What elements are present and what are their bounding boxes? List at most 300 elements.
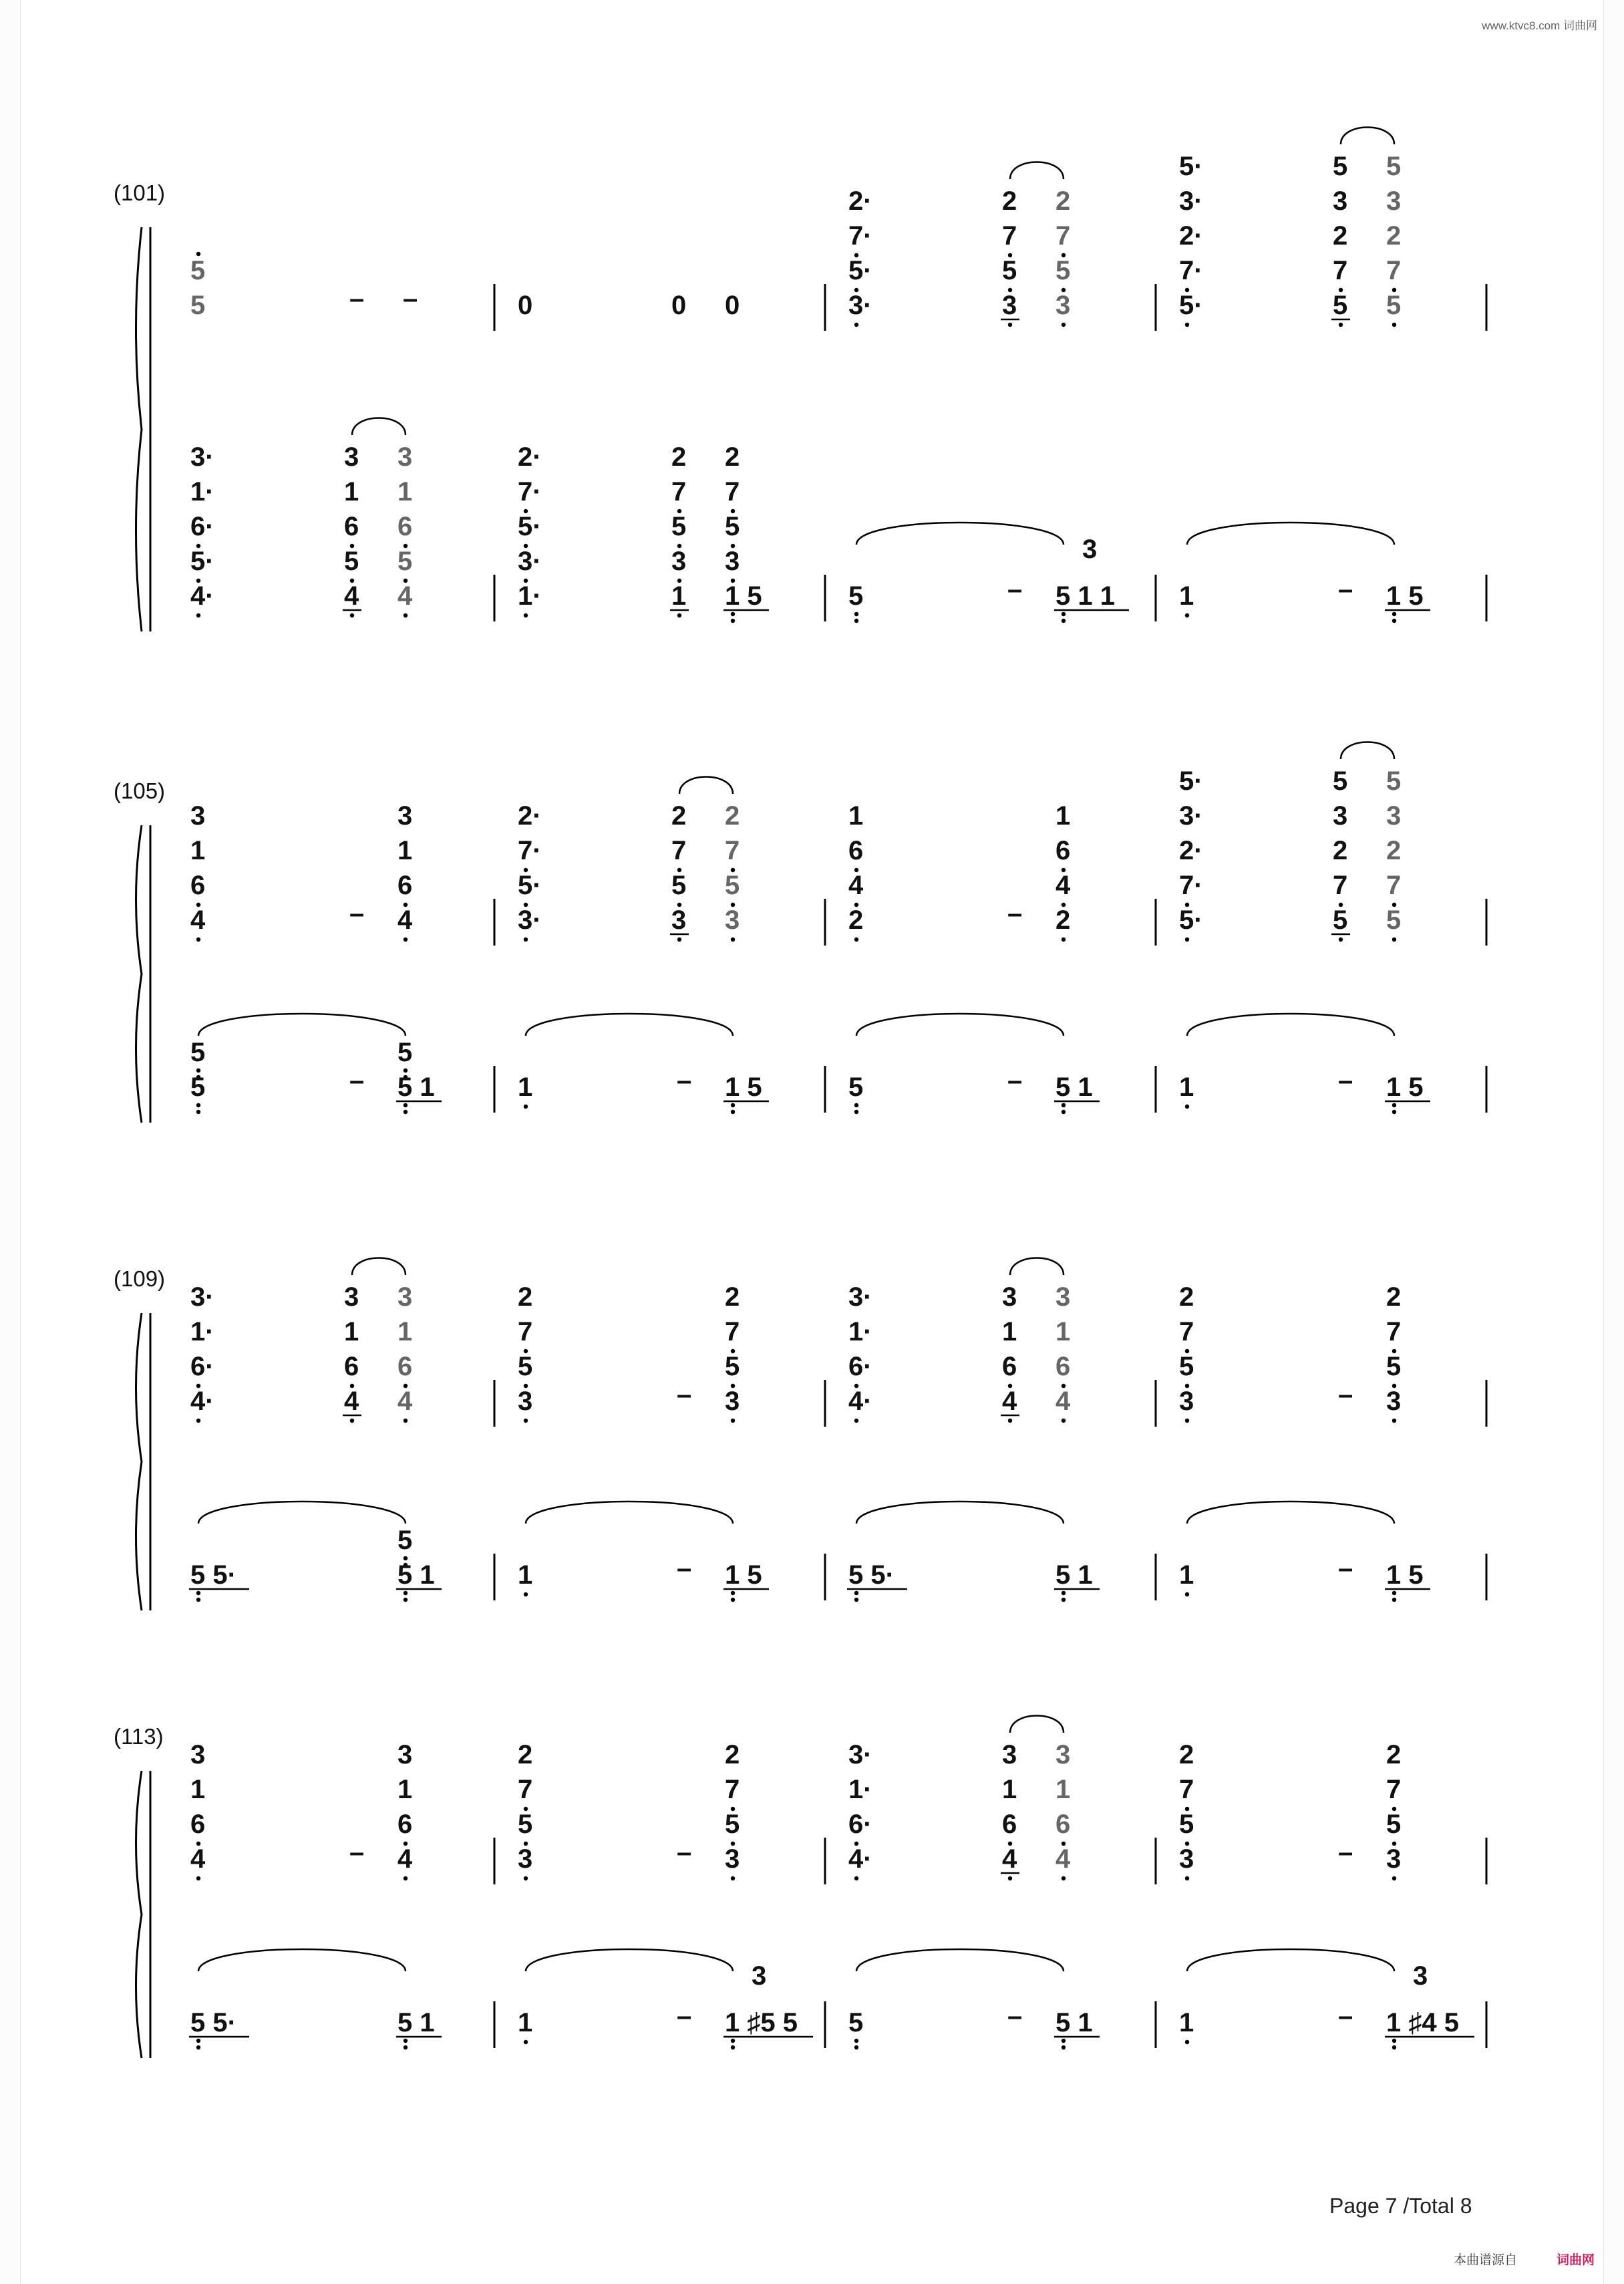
system-3-lower-m1-slur [198, 1502, 405, 1524]
system-3-upper-m2-note: 5 [518, 1352, 533, 1381]
system-2-upper-m3-dash: – [1007, 899, 1023, 928]
system-2-upper-m4-low-dot [1392, 938, 1396, 942]
system-2-upper-m2-tie [679, 777, 733, 795]
system-1-lower-m1-note: 4· [190, 581, 214, 611]
system-4-lower-m1-low-dot [403, 2039, 408, 2043]
system-4-upper-m3-note: 3 [1002, 1740, 1017, 1769]
brand-label: 词曲网 [1556, 2253, 1595, 2267]
system-3-lower-m4-note: 1 [1179, 1560, 1194, 1590]
system-4-upper-m3-low-dot [854, 1876, 858, 1880]
system-4-lower-m2-low-dot [524, 2040, 528, 2044]
system-1-upper-m4-tie [1341, 128, 1394, 145]
system-2-lower-m1-low-dot [196, 1103, 200, 1107]
system-2-upper-m4-note: 2· [1179, 836, 1203, 865]
system-2-upper-m4-note: 5· [1179, 766, 1203, 796]
system-4-lower-m4-note: 1 ♯4 5 [1386, 2008, 1459, 2037]
system-1-lower-m4-low-dot [1185, 613, 1189, 617]
system-1-lower-m1-low-dot [196, 613, 200, 617]
system-2-upper-m3-low-dot [1062, 938, 1066, 942]
system-3-upper-m2-note: 7 [725, 1317, 740, 1346]
system-3-lower-m3-note: 5 1 [1055, 1560, 1093, 1590]
system-2-lower-m3-low-dot [1062, 1103, 1066, 1107]
system-1-brace [136, 227, 142, 631]
system-2-upper-m1-note: 6 [397, 871, 413, 900]
system-3-upper-m4-low-dot [1185, 1419, 1189, 1423]
system-1-lower-m1-note: 1· [190, 477, 214, 507]
system-3-upper-m1-note: 1· [190, 1317, 214, 1346]
system-2-lower-m1-low-dot [403, 1103, 408, 1107]
system-4-measure-number: (113) [114, 1724, 164, 1749]
system-4-upper-m4-note: 3 [1179, 1844, 1194, 1874]
system-3-measure-number: (109) [114, 1266, 166, 1291]
system-2-upper-m4-note: 7 [1386, 871, 1402, 900]
system-2-upper-m1-note: 1 [190, 836, 206, 865]
system-3-upper-m1-low-dot [350, 1419, 354, 1423]
system-3-lower-m3-low-dot [1062, 1591, 1066, 1595]
system-3-lower-m2-slur [526, 1502, 733, 1524]
system-3-lower-m2-low-dot [731, 1591, 735, 1595]
system-3-upper-m3-note: 3 [1055, 1282, 1071, 1312]
system-2-upper-m2-low-dot [731, 938, 735, 942]
system-4-upper-m4-note: 2 [1386, 1740, 1402, 1769]
system-1-lower-m1-note: 3 [397, 442, 413, 472]
system-4-upper-m4-note: 5 [1179, 1810, 1194, 1839]
system-4-lower-m4-slur [1187, 1949, 1394, 1971]
system-1-upper-m3-note: 5 [1055, 256, 1071, 285]
system-2-upper-m1-note: 4 [190, 905, 206, 935]
system-2-upper-m2-note: 7 [725, 836, 740, 865]
system-1-lower-m2-low-dot [731, 612, 735, 616]
system-1-upper-m4-note: 5· [1179, 152, 1203, 181]
system-3-upper-m2-note: 3 [518, 1387, 533, 1416]
system-3-lower-m2-low-dot [524, 1592, 528, 1596]
system-1-lower-m3-low-dot [1062, 612, 1066, 616]
system-4-upper-m2-dash: – [677, 1838, 692, 1867]
system-2-lower-m1-low-dot [403, 1110, 408, 1114]
system-4-lower-m3-slur [856, 1949, 1064, 1971]
system-1-upper-m4-note: 5 [1386, 152, 1402, 181]
system-3-upper-m1-note: 6 [344, 1352, 359, 1381]
system-3-lower-m4-slur [1187, 1502, 1394, 1524]
system-4-upper-m3-note: 6 [1055, 1810, 1071, 1839]
system-4-upper-m2-note: 3 [725, 1844, 740, 1874]
system-4-lower-m2-slur [526, 1949, 733, 1971]
system-2-upper-m4-low-dot [1185, 938, 1189, 942]
system-3-upper-m1-note: 3· [190, 1282, 214, 1312]
system-1-lower-m1-note: 1 [344, 477, 359, 507]
system-2-upper-m3-note: 6 [1055, 836, 1071, 865]
system-2-lower-m4-note: 1 [1179, 1073, 1194, 1102]
system-4-upper-m1-note: 6 [397, 1810, 413, 1839]
system-1-upper-m4-note: 2 [1333, 221, 1348, 251]
system-4-lower-m2-low-dot [731, 2039, 735, 2043]
system-1-upper-m4-low-dot [1339, 323, 1343, 327]
system-4-lower-m3-low-dot [854, 2045, 858, 2049]
system-3-upper-m3-low-dot [1062, 1419, 1066, 1423]
system-4-brace [136, 1771, 142, 2058]
system-3-lower-m1-low-dot [403, 1598, 408, 1602]
system-2-upper-m4-note: 7 [1333, 871, 1348, 900]
system-2-upper-m1-note: 6 [190, 871, 206, 900]
system-3-upper-m3-note: 4· [848, 1387, 872, 1416]
system-1-upper-m4-note: 3 [1386, 186, 1402, 216]
system-4-lower-m3-note: 5 [848, 2008, 864, 2037]
system-2-upper-m2-note: 5· [518, 871, 542, 900]
system-4-lower-m4-dash: – [1338, 2001, 1353, 2031]
system-1-lower-m2-low-dot [524, 613, 528, 617]
system-1-lower-m3-low-dot [1062, 619, 1066, 623]
system-4-upper-m3-low-dot [1008, 1876, 1012, 1880]
system-2-upper-m3-note: 2 [848, 905, 864, 935]
system-4-upper-m4-low-dot [1185, 1876, 1189, 1880]
system-3-upper-m2-note: 3 [725, 1387, 740, 1416]
source-label: 本曲谱源自 [1453, 2253, 1517, 2267]
system-3-upper-m2-low-dot [731, 1419, 735, 1423]
system-2-lower-m1-dash: – [349, 1066, 365, 1095]
site-header: www.ktvc8.com 词曲网 [1482, 19, 1597, 32]
system-3-lower-m3-slur [856, 1502, 1064, 1524]
system-2-lower-m4-dash: – [1338, 1066, 1353, 1095]
system-1-measure-number: (101) [114, 180, 166, 205]
system-1-upper-m4-note: 5 [1333, 291, 1348, 320]
system-1-lower-m1-note: 6· [190, 512, 214, 541]
system-1-upper-m3-low-dot [1008, 323, 1012, 327]
system-3-upper-m3-note: 6 [1055, 1352, 1071, 1381]
system-2-upper-m2-note: 2 [671, 801, 687, 831]
system-3-lower-m4-dash: – [1338, 1554, 1353, 1583]
system-3-lower-m3-low-dot [854, 1591, 858, 1595]
system-2-lower-m4-low-dot [1392, 1103, 1396, 1107]
system-2-lower-m2-dash: – [677, 1066, 692, 1095]
system-4-upper-m2-low-dot [731, 1876, 735, 1880]
system-1-lower-m1-note: 6 [397, 512, 413, 541]
system-1-lower-m2-note: 1 5 [725, 581, 762, 611]
system-3-upper-m1-note: 4· [190, 1387, 214, 1416]
system-3-upper-m3-note: 1· [848, 1317, 872, 1346]
system-1-lower-m2-note: 7 [725, 477, 740, 507]
system-4-upper-m2-note: 3 [518, 1844, 533, 1874]
system-3-upper-m4-note: 2 [1386, 1282, 1402, 1312]
system-2-upper-m4-note: 5 [1386, 766, 1402, 796]
system-3-upper-m3-low-dot [854, 1419, 858, 1423]
system-1-upper-m2-note: 0 [518, 291, 533, 320]
system-3-lower-m1-low-dot [196, 1591, 200, 1595]
system-3-lower-m2-dash: – [677, 1554, 692, 1583]
system-1-upper-m3-low-dot [1062, 323, 1066, 327]
system-3-upper-m2-note: 2 [725, 1282, 740, 1312]
system-4-upper-m1-note: 1 [190, 1775, 206, 1804]
system-4-lower-m2-note: 1 ♯5 5 [725, 2008, 798, 2037]
system-2-brace [136, 825, 142, 1123]
system-2-lower-m3-note: 5 1 [1055, 1073, 1093, 1102]
system-2-lower-m1-slur [198, 1014, 405, 1036]
system-1-lower-m4-slur [1187, 523, 1394, 545]
system-1-lower-m1-note: 5 [397, 547, 413, 576]
system-2-lower-m3-low-dot [1062, 1110, 1066, 1114]
system-1-lower-m2-note: 7· [518, 477, 542, 507]
system-2-lower-m4-slur [1187, 1014, 1394, 1036]
system-4-lower-m3-low-dot [1062, 2045, 1066, 2049]
system-1-upper-m4-note: 7 [1386, 256, 1402, 285]
system-3-lower-m2-low-dot [731, 1598, 735, 1602]
system-3-upper-m3-note: 1 [1002, 1317, 1017, 1346]
system-2-upper-m3-note: 2 [1055, 905, 1071, 935]
system-4-upper-m1-note: 4 [397, 1844, 413, 1874]
system-4-upper-m3-tie [1010, 1716, 1064, 1733]
system-4-upper-m3-note: 4 [1002, 1844, 1017, 1874]
system-4-lower-m2-note: 1 [518, 2008, 533, 2037]
system-1-lower-m2-note: 7 [671, 477, 687, 507]
system-2-upper-m3-note: 1 [1055, 801, 1071, 831]
system-2-lower-m1-low-dot [196, 1110, 200, 1114]
system-1-upper-m4-note: 3· [1179, 186, 1203, 216]
system-3-upper-m4-note: 3 [1386, 1387, 1402, 1416]
system-3-upper-m1-low-dot [403, 1419, 408, 1423]
system-3-upper-m3-note: 6· [848, 1352, 872, 1381]
system-3-upper-m3-tie [1010, 1258, 1064, 1276]
system-2-upper-m2-note: 2 [725, 801, 740, 831]
system-4-upper-m3-note: 6 [1002, 1810, 1017, 1839]
system-4-lower-m1-low-dot [196, 2039, 200, 2043]
system-3-upper-m4-note: 5 [1386, 1352, 1402, 1381]
system-4-upper-m2-note: 2 [725, 1740, 740, 1769]
system-2-lower-m2-low-dot [731, 1110, 735, 1114]
system-4-lower-m3-dash: – [1007, 2001, 1023, 2031]
system-3-upper-m4-note: 7 [1386, 1317, 1402, 1346]
system-3-lower-m1-note: 5 5· [190, 1560, 236, 1590]
system-2-upper-m4-note: 2 [1386, 836, 1402, 865]
system-2-upper-m4-note: 5 [1333, 905, 1348, 935]
system-3-upper-m1-note: 1 [397, 1317, 413, 1346]
system-1-lower-m3-note: 5 [848, 581, 864, 611]
system-2-upper-m4-note: 5· [1179, 905, 1203, 935]
system-2-lower-m4-low-dot [1185, 1105, 1189, 1109]
system-1-upper-m3-note: 7 [1002, 221, 1017, 251]
system-2-lower-m2-low-dot [731, 1103, 735, 1107]
system-1-upper-m3-note: 5· [848, 256, 872, 285]
system-4-lower-m1-low-dot [403, 2045, 408, 2049]
system-1-lower-m4-note: 1 [1179, 581, 1194, 611]
system-3-upper-m1-note: 4 [397, 1387, 413, 1416]
system-2-lower-m3-low-dot [854, 1110, 858, 1114]
system-2-lower-m3-note: 5 [848, 1073, 864, 1102]
system-2-upper-m2-note: 2· [518, 801, 542, 831]
system-3-upper-m4-low-dot [1392, 1419, 1396, 1423]
system-1-lower-m1-note: 4 [344, 581, 359, 611]
system-3-upper-m2-dash: – [677, 1380, 692, 1409]
system-4-upper-m4-note: 7 [1386, 1775, 1402, 1804]
system-2-upper-m2-note: 3 [725, 905, 740, 935]
system-2-upper-m2-low-dot [677, 938, 681, 942]
system-1-lower-m2-note: 3 [671, 547, 687, 576]
system-3-brace [136, 1313, 142, 1610]
system-2-lower-m3-dash: – [1007, 1066, 1023, 1095]
system-4-lower-m1-note: 5 1 [397, 2008, 435, 2037]
system-2-upper-m2-note: 3· [518, 905, 542, 935]
system-1-upper-m4-low-dot [1185, 323, 1189, 327]
system-1-lower-m2-note: 5 [671, 512, 687, 541]
system-4-upper-m3-low-dot [1062, 1876, 1066, 1880]
system-1-upper-m4-note: 2· [1179, 221, 1203, 251]
system-4-lower-m2-dash: – [677, 2001, 692, 2031]
system-1-lower-m1-note: 1 [397, 477, 413, 507]
system-3-upper-m1-note: 3 [397, 1282, 413, 1312]
system-2-lower-m2-slur [526, 1014, 733, 1036]
system-1-lower-m2-low-dot [731, 619, 735, 623]
system-1-lower-m1-note: 4 [397, 581, 413, 611]
system-1-upper-m2-note: 0 [671, 291, 687, 320]
system-1-upper-m1-note: 5 [190, 256, 206, 285]
system-1-upper-m3-note: 2 [1055, 186, 1071, 216]
system-2-upper-m4-note: 2 [1333, 836, 1348, 865]
system-1-upper-m4-note: 5· [1179, 291, 1203, 320]
system-1-upper-m3-note: 2· [848, 186, 872, 216]
system-2-upper-m4-note: 3 [1333, 801, 1348, 831]
system-1-lower-m2-note: 5 [725, 512, 740, 541]
system-1-upper-m4-note: 7· [1179, 256, 1203, 285]
system-3-upper-m1-note: 6· [190, 1352, 214, 1381]
system-1-upper-m3-note: 7· [848, 221, 872, 251]
system-1-upper-m3-low-dot [854, 323, 858, 327]
system-1-upper-m3-tie [1010, 162, 1064, 180]
system-4-upper-m3-note: 1 [1002, 1775, 1017, 1804]
system-1-lower-m1-low-dot [403, 613, 408, 617]
system-3-upper-m4-note: 5 [1179, 1352, 1194, 1381]
system-1-lower-m2-note: 3 [725, 547, 740, 576]
system-4-upper-m3-note: 6· [848, 1810, 872, 1839]
system-3-upper-m1-note: 3 [344, 1282, 359, 1312]
system-4-upper-m4-note: 7 [1179, 1775, 1194, 1804]
system-3-upper-m3-note: 6 [1002, 1352, 1017, 1381]
system-2-lower-m3-slur [856, 1014, 1064, 1036]
system-1-upper-m3-note: 3 [1055, 291, 1071, 320]
system-3-upper-m2-note: 7 [518, 1317, 533, 1346]
system-3-upper-m3-note: 4 [1055, 1387, 1071, 1416]
system-1-lower-m3-dash: – [1007, 575, 1023, 604]
system-3-upper-m4-note: 3 [1179, 1387, 1194, 1416]
system-2-upper-m2-note: 7· [518, 836, 542, 865]
page-number: Page 7 /Total 8 [1329, 2194, 1472, 2218]
system-1-lower-m4-dash: – [1338, 575, 1353, 604]
system-2-upper-m2-note: 3 [671, 905, 687, 935]
system-3-upper-m3-note: 1 [1055, 1317, 1071, 1346]
system-4-lower-m4-low-dot [1392, 2039, 1396, 2043]
system-2-upper-m4-low-dot [1339, 938, 1343, 942]
system-4-upper-m2-note: 7 [518, 1775, 533, 1804]
system-1-lower-m2-note: 3· [518, 547, 542, 576]
system-4-lower-m1-low-dot [196, 2045, 200, 2049]
system-3-lower-m1-note: 5 1 [397, 1560, 435, 1590]
system-2-upper-m3-note: 4 [848, 871, 864, 900]
system-2-upper-m4-note: 5 [1386, 905, 1402, 935]
system-2-upper-m4-note: 3· [1179, 801, 1203, 831]
system-3-lower-m1-note: 5 [397, 1526, 413, 1555]
system-1-lower-m1-low-dot [350, 613, 354, 617]
system-2-upper-m2-note: 5 [671, 871, 687, 900]
system-4-upper-m1-dash: – [349, 1838, 365, 1867]
system-1-lower-m1-tie [352, 418, 405, 436]
system-2-upper-m3-note: 4 [1055, 871, 1071, 900]
system-4-upper-m3-note: 4· [848, 1844, 872, 1874]
system-2-upper-m4-note: 7· [1179, 871, 1203, 900]
system-1-upper-m1-high-dot [196, 252, 200, 256]
system-1-lower-m2-note: 2 [671, 442, 687, 472]
system-2-upper-m3-note: 6 [848, 836, 864, 865]
system-1-lower-m2-note: 1· [518, 581, 542, 611]
system-4-upper-m2-note: 5 [518, 1810, 533, 1839]
system-4-upper-m3-note: 1· [848, 1775, 872, 1804]
system-2-upper-m1-note: 3 [397, 801, 413, 831]
system-1-lower-m1-note: 5· [190, 547, 214, 576]
system-1-lower-m3-note: 5 1 1 [1055, 581, 1115, 611]
system-2-upper-m2-note: 7 [671, 836, 687, 865]
system-1-upper-m4-note: 2 [1386, 221, 1402, 251]
system-2-lower-m1-note: 5 [190, 1073, 206, 1102]
system-1-lower-m1-note: 5 [344, 547, 359, 576]
system-2-lower-m1-note: 5 1 [397, 1073, 435, 1102]
system-4-lower-m4-low-dot [1392, 2045, 1396, 2049]
system-2-lower-m1-note: 5 [190, 1038, 206, 1067]
system-1-upper-m3-note: 3 [1002, 291, 1017, 320]
system-3-lower-m2-note: 1 [518, 1560, 533, 1590]
system-3-upper-m3-note: 3 [1002, 1282, 1017, 1312]
system-1-lower-m1-note: 3 [344, 442, 359, 472]
system-4-lower-m2-triplet-number: 3 [752, 1961, 767, 1991]
system-4-upper-m3-note: 1 [1055, 1775, 1071, 1804]
system-2-upper-m2-note: 5 [725, 871, 740, 900]
system-2-lower-m3-low-dot [854, 1103, 858, 1107]
system-1-lower-m2-note: 1 [671, 581, 687, 611]
system-1-upper-m2-note: 0 [725, 291, 740, 320]
system-2-upper-m3-note: 1 [848, 801, 864, 831]
system-3-upper-m3-note: 3· [848, 1282, 872, 1312]
system-3-lower-m1-low-dot [403, 1591, 408, 1595]
system-1-upper-m4-note: 5 [1386, 291, 1402, 320]
system-2-measure-number: (105) [114, 778, 166, 803]
system-2-lower-m2-note: 1 [518, 1073, 533, 1102]
system-4-upper-m1-note: 6 [190, 1810, 206, 1839]
system-3-upper-m1-tie [352, 1258, 405, 1276]
system-4-lower-m2-low-dot [731, 2045, 735, 2049]
system-3-upper-m3-note: 4 [1002, 1387, 1017, 1416]
system-1-upper-m1-note: 5 [190, 291, 206, 320]
system-4-upper-m1-note: 3 [190, 1740, 206, 1769]
system-4-upper-m1-note: 1 [397, 1775, 413, 1804]
system-1-lower-m4-low-dot [1392, 619, 1396, 623]
system-1-upper-m3-note: 3· [848, 291, 872, 320]
system-1-lower-m4-low-dot [1392, 612, 1396, 616]
system-4-lower-m4-triplet-number: 3 [1413, 1961, 1428, 1991]
system-1-upper-m3-note: 2 [1002, 186, 1017, 216]
system-1-lower-m4-note: 1 5 [1386, 581, 1424, 611]
system-1-lower-m2-low-dot [677, 613, 681, 617]
system-1-lower-m2-note: 2 [725, 442, 740, 472]
system-1-lower-m2-note: 2· [518, 442, 542, 472]
system-2-lower-m4-low-dot [1392, 1110, 1396, 1114]
system-4-upper-m2-low-dot [524, 1876, 528, 1880]
system-3-lower-m4-low-dot [1392, 1591, 1396, 1595]
system-2-upper-m4-note: 5 [1333, 766, 1348, 796]
system-1-upper-m1-dash: – [403, 284, 418, 313]
system-1-lower-m3-slur [856, 523, 1064, 545]
system-2-upper-m1-note: 4 [397, 905, 413, 935]
system-3-upper-m1-note: 4 [344, 1387, 359, 1416]
system-4-upper-m4-note: 5 [1386, 1810, 1402, 1839]
system-1-lower-m3-low-dot [854, 612, 858, 616]
system-3-upper-m2-note: 5 [725, 1352, 740, 1381]
system-1-upper-m1-dash: – [349, 284, 365, 313]
system-2-upper-m3-low-dot [854, 938, 858, 942]
